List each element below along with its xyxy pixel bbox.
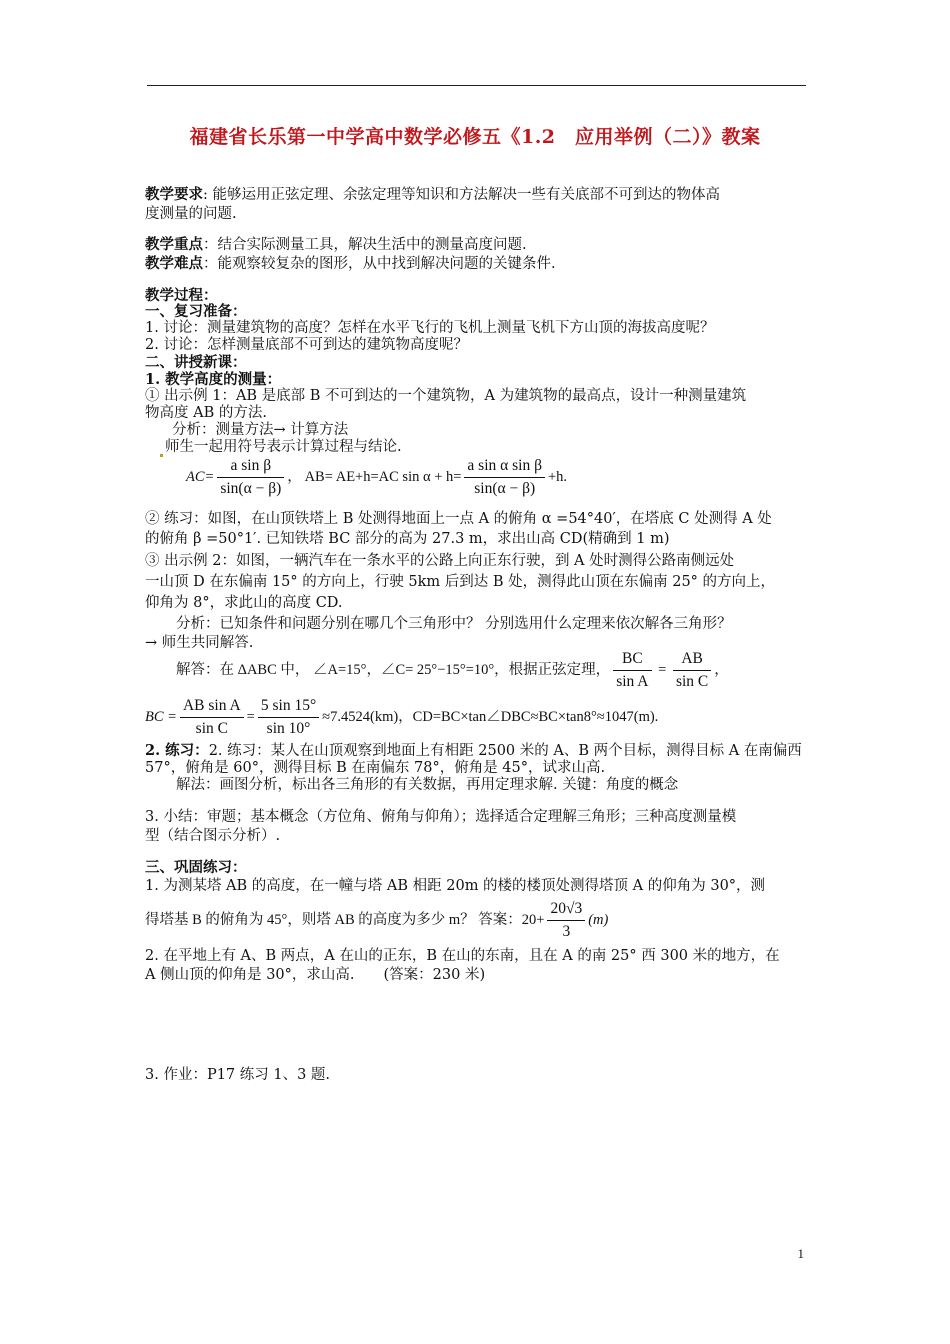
summary-line-b: 型（结合图示分析）.	[145, 828, 281, 844]
review-item-1: 1. 讨论：测量建筑物的高度？怎样在水平飞行的飞机上测量飞机下方山顶的海拔高度呢？	[145, 320, 715, 336]
solution-line-1: 解答：在 ΔABC 中， ∠A=15°，∠C= 25°−15°=10°，根据正弦定理， $\frac{BC}{\text{sin A}}$ = $\frac{AB}{\text{sin C}}$ ，	[176, 648, 729, 693]
practice-2-line-a: 2. 练习：2. 练习：某人在山顶观察到地面上有相距 2500 米的 A、B 两个目标，测得目标 A 在南偏西	[145, 742, 802, 759]
section-1-heading: 一、复习准备：	[145, 303, 247, 320]
example-2-line-c: 仰角为 8°，求此山的高度 CD.	[145, 595, 343, 611]
exercise-1-line-b: 得塔基 B 的俯角为 45°，则塔 AB 的高度为多少 m？ 答案：20+ $\frac{20√3}{3}$ (m)	[145, 898, 608, 943]
document-title: 福建省长乐第一中学高中数学必修五《1.2 应用举例（二）》教案	[189, 126, 761, 148]
example-1-together: 师生一起用符号表示计算过程与结论.	[160, 438, 402, 457]
subsection-1-heading: 1. 教学高度的测量：	[145, 371, 282, 388]
teaching-requirements	[145, 185, 810, 224]
req-text-2: 度测量的问题.	[145, 206, 237, 222]
practice-2-line-b: 57°，俯角是 60°，测得目标 B 在南偏东 78°，俯角是 45°，试求山高.	[145, 760, 606, 776]
practice-1-line-a: ② 练习：如图，在山顶铁塔上 B 处测得地面上一点 A 的俯角 α =54°40′，在塔底 C 处测得 A 处	[145, 511, 772, 527]
example-2-line-a: ③ 出示例 2：如图，一辆汽车在一条水平的公路上向正东行驶，到 A 处时测得公路南侧远处	[145, 553, 735, 569]
fraction-1: $\frac{\text{a sin β}}{\sin(\alpha - \beta)}$	[217, 455, 284, 500]
example-2-line-b: 一山顶 D 在东偏南 15° 的方向上，行驶 5km 后到达 B 处，测得此山顶在东偏南 25° 的方向上，	[145, 574, 776, 590]
solution-line-2: BC = $\frac{\text{AB sin A}}{\text{sin C}}$ = $\frac{5 \sin 15^\circ}{\sin 10^\circ}$ ≈7.4524(km)，CD=BC×tan∠DBC≈BC×tan8°≈1047(m).	[145, 695, 658, 740]
exercise-2-line-b: A 侧山顶的仰角是 30°，求山高. (答案：230 米)	[145, 967, 486, 983]
req-text-1: : 能够运用正弦定理、余弦定理等知识和方法解决一些有关底部不可到达的物体高	[203, 187, 720, 203]
example-2-analysis-a: 分析：已知条件和问题分别在哪几个三角形中？ 分别选用什么定理来依次解各三角形？	[176, 616, 732, 632]
fraction-6: $\frac{5 \sin 15^\circ}{\sin 10^\circ}$	[258, 695, 319, 740]
answer-fraction: $\frac{20√3}{3}$	[547, 898, 585, 943]
practice-2-method: 解法：画图分析，标出各三角形的有关数据，再用定理求解. 关键：角度的概念	[176, 777, 679, 793]
teaching-focus	[145, 235, 527, 255]
exercise-2-line-a: 2. 在平地上有 A、B 两点，A 在山的正东，B 在山的东南，且在 A 的南 25° 西 300 米的地方，在	[145, 948, 780, 964]
section-2-heading: 二、讲授新课：	[145, 354, 247, 371]
section-3-heading: 三、巩固练习：	[145, 859, 247, 876]
example-1-analysis: 分析：测量方法→ 计算方法	[172, 422, 349, 438]
header-rule	[147, 85, 806, 86]
focus-label: 教学重点	[145, 236, 203, 253]
fraction-3: $\frac{BC}{\text{sin A}}$	[613, 648, 651, 693]
fraction-2: $\frac{\text{a sin α sin β}}{\sin(\alpha - \beta)}$	[464, 455, 545, 500]
process-heading: 教学过程：	[145, 287, 218, 304]
example-1-line-b: 物高度 AB 的方法.	[145, 405, 267, 421]
page-number: 1	[797, 1246, 804, 1261]
difficult-text: ：能观察较复杂的图形，从中找到解决问题的关键条件.	[203, 256, 556, 272]
fraction-5: $\frac{\text{AB sin A}}{\text{sin C}}$	[180, 695, 244, 740]
example-2-analysis-b: → 师生共同解答.	[145, 635, 254, 651]
exercise-1-line-a: 1. 为测某塔 AB 的高度，在一幢与塔 AB 相距 20m 的楼的楼顶处测得塔顶 A 的仰角为 30°，测	[145, 878, 766, 894]
practice-1-line-b: 的俯角 β =50°1′. 已知铁塔 BC 部分的高为 27.3 m，求出山高 CD(精确到 1 m)	[145, 531, 670, 547]
formula-1: AC= $\frac{\text{a sin β}}{\sin(\alpha - \beta)}$ ， AB= AE+h=AC sin α + h= $\frac{\text{a sin α sin β}}{\sin(\alpha - \beta)}$ +h.	[186, 455, 567, 500]
example-1-line-a: ① 出示例 1：AB 是底部 B 不可到达的一个建筑物，A 为建筑物的最高点，设计一种测量建筑	[145, 388, 747, 404]
review-item-2: 2. 讨论：怎样测量底部不可到达的建筑物高度呢？	[145, 337, 468, 353]
difficult-label: 教学难点	[145, 255, 203, 272]
req-label: 教学要求	[145, 186, 203, 203]
focus-text: ：结合实际测量工具，解决生活中的测量高度问题.	[203, 237, 527, 253]
margin-mark	[160, 454, 163, 457]
summary-line-a: 3. 小结：审题；基本概念（方位角、俯角与仰角）；选择适合定理解三角形；三种高度测量模	[145, 809, 737, 825]
homework: 3. 作业：P17 练习 1、3 题.	[145, 1067, 331, 1083]
teaching-difficulty	[145, 254, 556, 274]
fraction-4: $\frac{AB}{\text{sin C}}$	[673, 648, 711, 693]
